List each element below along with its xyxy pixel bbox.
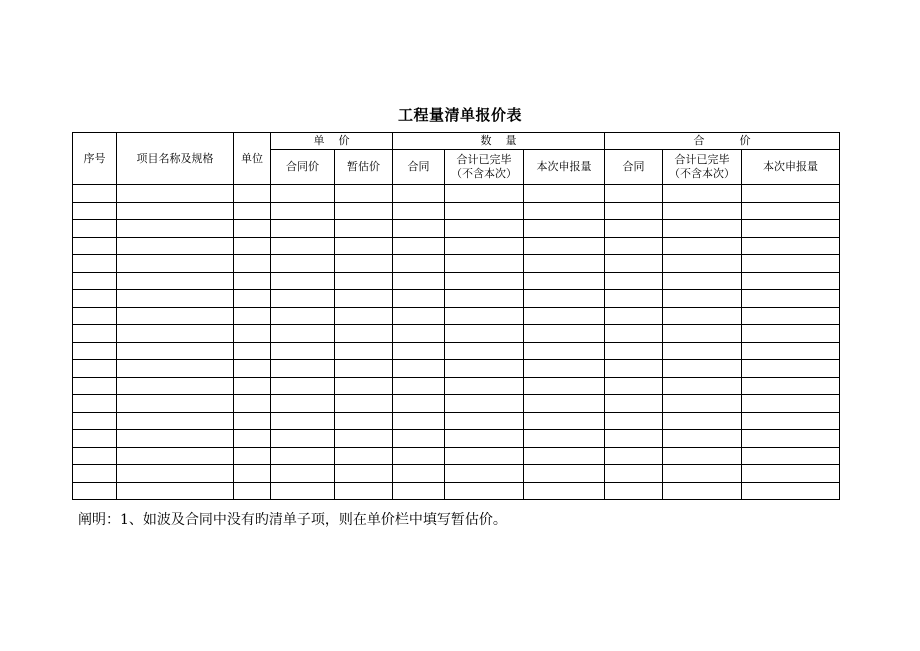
- page-title: 工程量清单报价表: [397, 106, 522, 124]
- table-cell: [73, 395, 117, 413]
- table-cell: [663, 430, 742, 448]
- table-row: [73, 430, 840, 448]
- table-cell: [335, 412, 393, 430]
- table-cell: [335, 202, 393, 220]
- table-cell: [524, 325, 605, 343]
- table-cell: [393, 202, 445, 220]
- table-cell: [742, 342, 840, 360]
- header-quantity-completed-line1: 合计已完毕: [456, 153, 512, 166]
- table-cell: [234, 237, 271, 255]
- header-provisional-price: 暂估价: [335, 150, 393, 185]
- table-cell: [605, 307, 663, 325]
- table-cell: [663, 237, 742, 255]
- table-cell: [117, 325, 234, 343]
- table-cell: [73, 360, 117, 378]
- table-cell: [335, 307, 393, 325]
- table-cell: [117, 412, 234, 430]
- table-cell: [234, 307, 271, 325]
- table-cell: [73, 220, 117, 238]
- table-cell: [393, 325, 445, 343]
- table-cell: [234, 395, 271, 413]
- table-cell: [234, 377, 271, 395]
- table-cell: [73, 237, 117, 255]
- table-cell: [335, 447, 393, 465]
- table-cell: [524, 272, 605, 290]
- table-cell: [73, 377, 117, 395]
- table-cell: [117, 272, 234, 290]
- table-cell: [393, 272, 445, 290]
- table-cell: [445, 202, 524, 220]
- table-cell: [73, 430, 117, 448]
- table-cell: [445, 220, 524, 238]
- table-cell: [445, 395, 524, 413]
- table-cell: [393, 290, 445, 308]
- table-cell: [73, 482, 117, 500]
- table-cell: [271, 272, 335, 290]
- table-cell: [605, 237, 663, 255]
- table-cell: [663, 325, 742, 343]
- table-cell: [393, 430, 445, 448]
- table-cell: [742, 202, 840, 220]
- table-cell: [605, 482, 663, 500]
- table-cell: [524, 395, 605, 413]
- table-cell: [445, 465, 524, 483]
- table-cell: [234, 342, 271, 360]
- table-cell: [73, 447, 117, 465]
- table-cell: [234, 360, 271, 378]
- table-cell: [73, 412, 117, 430]
- table-cell: [663, 202, 742, 220]
- table-cell: [73, 202, 117, 220]
- table-row: [73, 465, 840, 483]
- table-cell: [335, 430, 393, 448]
- table-cell: [335, 482, 393, 500]
- table-row: [73, 325, 840, 343]
- footnote: 阐明：1、如波及合同中没有旳清单子项，则在单价栏中填写暂估价。: [78, 512, 507, 528]
- table-row: [73, 412, 840, 430]
- table-cell: [445, 447, 524, 465]
- table-row: [73, 185, 840, 203]
- table-cell: [605, 395, 663, 413]
- table-cell: [393, 482, 445, 500]
- table-cell: [605, 377, 663, 395]
- header-total-current: 本次申报量: [742, 150, 840, 185]
- table-cell: [335, 465, 393, 483]
- table-cell: [742, 465, 840, 483]
- table-cell: [393, 237, 445, 255]
- header-total-contract: 合同: [605, 150, 663, 185]
- table-cell: [335, 342, 393, 360]
- table-cell: [742, 325, 840, 343]
- table-row: [73, 202, 840, 220]
- table-cell: [524, 237, 605, 255]
- table-cell: [117, 202, 234, 220]
- table-cell: [271, 447, 335, 465]
- table-cell: [605, 185, 663, 203]
- header-total-completed-line1: 合计已完毕: [674, 153, 730, 166]
- table-cell: [663, 395, 742, 413]
- header-total-completed: [663, 150, 742, 185]
- table-cell: [335, 272, 393, 290]
- table-cell: [524, 447, 605, 465]
- table-cell: [271, 185, 335, 203]
- table-cell: [335, 220, 393, 238]
- table-cell: [663, 412, 742, 430]
- table-cell: [445, 290, 524, 308]
- table-cell: [335, 325, 393, 343]
- table-cell: [742, 307, 840, 325]
- header-unit: 单位: [234, 133, 271, 185]
- table-cell: [271, 342, 335, 360]
- table-cell: [335, 290, 393, 308]
- table-cell: [117, 465, 234, 483]
- table-row: [73, 290, 840, 308]
- header-quantity-current: 本次申报量: [524, 150, 605, 185]
- table-row: [73, 307, 840, 325]
- table-cell: [73, 465, 117, 483]
- table-cell: [271, 325, 335, 343]
- header-quantity-completed-line2: （不含本次）: [451, 167, 517, 180]
- table-cell: [663, 307, 742, 325]
- table-cell: [524, 360, 605, 378]
- table-cell: [393, 185, 445, 203]
- table-cell: [393, 220, 445, 238]
- table-cell: [742, 395, 840, 413]
- table-cell: [445, 185, 524, 203]
- table-cell: [117, 185, 234, 203]
- table-cell: [335, 237, 393, 255]
- table-row: [73, 237, 840, 255]
- table-cell: [117, 342, 234, 360]
- table-cell: [742, 482, 840, 500]
- table-cell: [393, 412, 445, 430]
- table-cell: [335, 377, 393, 395]
- table-cell: [234, 482, 271, 500]
- table-cell: [335, 185, 393, 203]
- table-cell: [663, 290, 742, 308]
- table-cell: [605, 342, 663, 360]
- table-cell: [742, 255, 840, 273]
- table-cell: [117, 447, 234, 465]
- table-cell: [605, 412, 663, 430]
- table-cell: [234, 202, 271, 220]
- table-cell: [663, 185, 742, 203]
- table-cell: [524, 185, 605, 203]
- table-cell: [742, 185, 840, 203]
- table-cell: [663, 220, 742, 238]
- table-cell: [445, 430, 524, 448]
- header-contract-price: 合同价: [271, 150, 335, 185]
- table-cell: [271, 360, 335, 378]
- quotation-table: [72, 132, 840, 500]
- table-row: [73, 360, 840, 378]
- table-cell: [335, 255, 393, 273]
- table-cell: [663, 482, 742, 500]
- table-cell: [117, 237, 234, 255]
- table-cell: [117, 255, 234, 273]
- table-cell: [605, 430, 663, 448]
- table-cell: [73, 325, 117, 343]
- table-cell: [742, 272, 840, 290]
- table-cell: [524, 412, 605, 430]
- table-cell: [742, 360, 840, 378]
- table-cell: [393, 395, 445, 413]
- table-cell: [524, 377, 605, 395]
- header-quantity-group: 数 量: [393, 133, 605, 150]
- table-cell: [524, 307, 605, 325]
- table-cell: [445, 272, 524, 290]
- table-cell: [393, 255, 445, 273]
- table-cell: [393, 307, 445, 325]
- table-cell: [445, 237, 524, 255]
- table-cell: [742, 290, 840, 308]
- table-cell: [524, 220, 605, 238]
- table-row: [73, 272, 840, 290]
- table-cell: [742, 447, 840, 465]
- table-cell: [271, 237, 335, 255]
- table-cell: [605, 272, 663, 290]
- table-cell: [605, 360, 663, 378]
- table-cell: [524, 430, 605, 448]
- table-cell: [445, 482, 524, 500]
- table-cell: [445, 377, 524, 395]
- table-cell: [271, 220, 335, 238]
- table-cell: [393, 360, 445, 378]
- table-cell: [605, 447, 663, 465]
- table-cell: [73, 307, 117, 325]
- table-cell: [524, 482, 605, 500]
- table-cell: [117, 307, 234, 325]
- table-cell: [117, 377, 234, 395]
- table-cell: [445, 360, 524, 378]
- table-cell: [117, 360, 234, 378]
- table-cell: [445, 412, 524, 430]
- table-cell: [234, 412, 271, 430]
- table-body: [73, 185, 840, 500]
- header-unit-price-group: 单 价: [271, 133, 393, 150]
- table-cell: [742, 412, 840, 430]
- table-cell: [234, 325, 271, 343]
- table-cell: [393, 377, 445, 395]
- table-cell: [234, 272, 271, 290]
- table-cell: [663, 342, 742, 360]
- table-cell: [445, 325, 524, 343]
- table-cell: [73, 290, 117, 308]
- table-cell: [73, 255, 117, 273]
- table-cell: [393, 342, 445, 360]
- table-cell: [663, 272, 742, 290]
- table-cell: [271, 202, 335, 220]
- table-cell: [605, 290, 663, 308]
- table-cell: [117, 395, 234, 413]
- table-cell: [393, 465, 445, 483]
- table-cell: [335, 360, 393, 378]
- header-total-group: 合 价: [605, 133, 840, 150]
- table-cell: [271, 430, 335, 448]
- table-cell: [271, 307, 335, 325]
- table-cell: [335, 395, 393, 413]
- table-cell: [605, 325, 663, 343]
- table-cell: [742, 220, 840, 238]
- table-row: [73, 377, 840, 395]
- table-row: [73, 395, 840, 413]
- table-cell: [117, 220, 234, 238]
- table-cell: [524, 255, 605, 273]
- table-cell: [271, 377, 335, 395]
- table-cell: [117, 430, 234, 448]
- table-cell: [605, 465, 663, 483]
- table-cell: [271, 290, 335, 308]
- table-cell: [73, 342, 117, 360]
- header-total-completed-line2: （不含本次）: [669, 167, 736, 180]
- header-quantity-contract: 合同: [393, 150, 445, 185]
- header-item-name: 项目名称及规格: [117, 133, 234, 185]
- table-cell: [73, 272, 117, 290]
- table-row: [73, 342, 840, 360]
- table-row: [73, 220, 840, 238]
- table-cell: [742, 237, 840, 255]
- table-cell: [742, 377, 840, 395]
- table-cell: [393, 447, 445, 465]
- table-cell: [663, 447, 742, 465]
- table-cell: [605, 255, 663, 273]
- table-cell: [73, 185, 117, 203]
- table-cell: [663, 465, 742, 483]
- header-seq: 序号: [73, 133, 117, 185]
- table-cell: [742, 430, 840, 448]
- table-cell: [234, 430, 271, 448]
- table-row: [73, 482, 840, 500]
- table-cell: [663, 377, 742, 395]
- table-cell: [117, 482, 234, 500]
- table-cell: [663, 360, 742, 378]
- table-cell: [271, 482, 335, 500]
- header-quantity-completed: [445, 150, 524, 185]
- table-cell: [524, 202, 605, 220]
- table-cell: [605, 220, 663, 238]
- table-cell: [524, 342, 605, 360]
- table-cell: [234, 220, 271, 238]
- table-cell: [234, 255, 271, 273]
- table-cell: [271, 465, 335, 483]
- table-cell: [271, 395, 335, 413]
- table-row: [73, 255, 840, 273]
- table-cell: [445, 255, 524, 273]
- table-cell: [271, 255, 335, 273]
- table-cell: [234, 185, 271, 203]
- table-cell: [117, 290, 234, 308]
- table-cell: [524, 465, 605, 483]
- table-cell: [663, 255, 742, 273]
- table-cell: [271, 412, 335, 430]
- table-cell: [445, 342, 524, 360]
- table-cell: [605, 202, 663, 220]
- table-row: [73, 447, 840, 465]
- header-row-1: [73, 133, 840, 150]
- table-cell: [234, 447, 271, 465]
- table-cell: [524, 290, 605, 308]
- table-cell: [445, 307, 524, 325]
- table-cell: [234, 465, 271, 483]
- table-cell: [234, 290, 271, 308]
